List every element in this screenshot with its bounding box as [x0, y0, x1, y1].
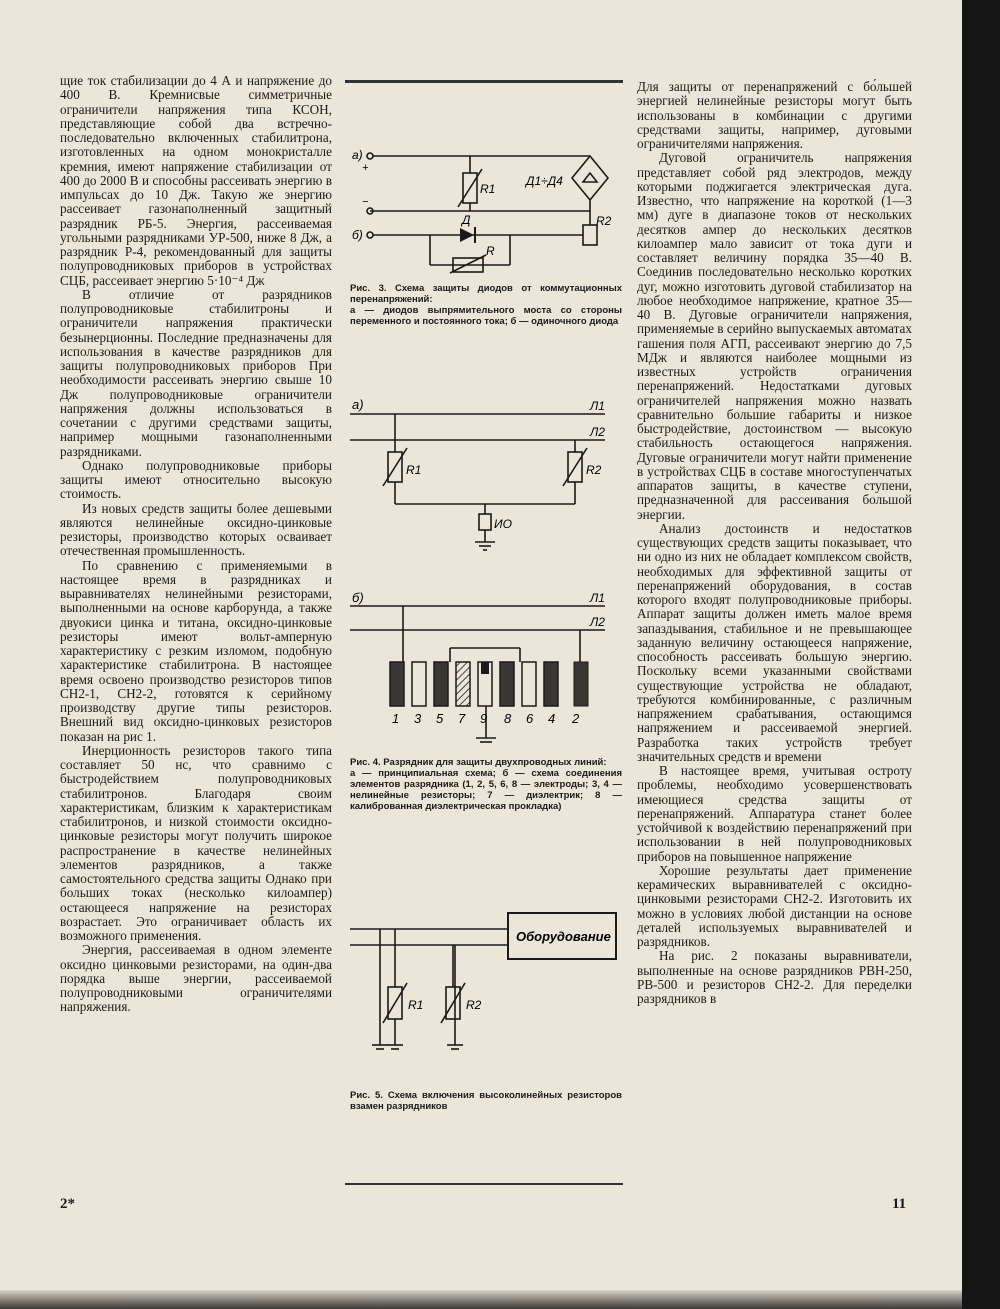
fig4a-l1-label: Л1: [590, 399, 605, 413]
fig4b-label: б): [352, 590, 364, 605]
figure-5-caption: Рис. 5. Схема включения высоколинейных резисторов взамен разрядников: [350, 1090, 622, 1112]
figure-4b-elements: [390, 662, 588, 706]
scan-edge-right: [962, 0, 1000, 1309]
figure-5-diagram: [350, 905, 622, 1070]
fig3-minus: −: [362, 196, 369, 208]
fig4b-number: 2: [572, 711, 580, 726]
paragraph: Энергия, рассеиваемая в одном элементе оксидно цинковыми резисторами, на один-два порядка выше энергии, рассеиваемой полупроводниковыми ограничителями напряжения.: [60, 942, 332, 1015]
fig3-r-label: R: [486, 244, 495, 258]
paragraph: Анализ достоинств и недостатков существующих средств защиты показывает, что ни одно из них не обладает комплексом свойств, необходимых для эффективной защиты от перенапряжений оборудования, в состав которого входят полупроводниковые приборы. Аппарат защиты должен иметь малое время запаздывания, стабильное и не превышающее заданную величину остающееся напряжение, способность рассеивать большую энергию. Поскольку всеми указанными свойствами существующие устройства не обладают, требуются комбинированные, с различным напряжением срабатывания, остающимся напряжением и рассеиваемой энергией. Разработка таких устройств требует значительных средств и времени: [637, 520, 912, 764]
fig4b-number: 8: [504, 711, 512, 726]
figure-4a-diagram: [350, 392, 622, 557]
figure-3-diagram: [350, 135, 622, 275]
fig4b-electrode: [434, 662, 448, 706]
paragraph: Из новых средств защиты более дешевыми являются нелинейные оксидно-цинковые резисторы, производство которых осваивает отечественная промышленность.: [60, 500, 332, 559]
paragraph: Для защиты от перенапряжений с бо́льшей энергией нелинейные резисторы могут быть использованы в комбинации с другими средствами защиты, например, дуговыми ограничителями напряжения.: [637, 79, 912, 151]
fig4a-r1-label: R1: [406, 463, 422, 477]
fig4b-spacer-mark: [481, 662, 489, 674]
fig5-r1-label: R1: [408, 998, 424, 1012]
fig5-equipment-label: Оборудование: [516, 929, 611, 944]
figure-3-caption-title: Рис. 3. Схема защиты диодов от коммутационных перенапряжений:: [350, 283, 622, 305]
fig3-r2-label: R2: [596, 214, 612, 228]
paragraph: щие ток стабилизации до 4 А и напряжение до 400 В. Кремнисвые симметричные ограничители напряжения типа КСОН, представляющие собой два встречно-последовательно включенных стабилитрона, изготовленных на одном монокристалле кремния, имеют напряжение стабилизации от 400 до 2000 В и способны рассеивать энергию в импульсах до 10 Дж. Такую же энергию рассеивает газонаполненный защитный разрядник РБ-5. Энергия, рассеиваемая угольными разрядниками УР-500, ниже 8 Дж, а разрядник Р-4, рекомендованный для защиты полупроводниковых приборов в устройствах СЦБ, рассеивает энергию 5·10⁻⁴ Дж: [60, 73, 332, 288]
figure-3-caption-body: а — диодов выпрямительного моста со стороны переменного и постоянного тока; б — одиночного диода: [350, 305, 622, 327]
fig3-r1-label: R1: [480, 182, 496, 196]
fig3-label-a: а): [352, 148, 363, 162]
fig4b-resistor: [412, 662, 426, 706]
paragraph: Однако полупроводниковые приборы защиты имеют относительно высокую стоимость.: [60, 457, 332, 502]
page-number: 11: [892, 1196, 907, 1212]
column-rule-top: [345, 80, 623, 83]
figure-4-caption-body: а — принципиальная схема; б — схема соединения элементов разрядника (1, 2, 5, 6, 8 — электроды; 3, 4 — нелинейные резисторы; 7 — диэлектрик; 8 — калиброванная диэлектрическая прокладка): [350, 768, 622, 812]
fig4b-l2-label: Л2: [590, 615, 605, 629]
fig4b-electrode: [574, 662, 588, 706]
paragraph: Инерционность резисторов такого типа составляет 50 нс, что сравнимо с быстродействием полупроводниковых стабилитронов. Благодаря своим характеристикам, близким к характеристикам стабилитронов, и низкой стоимости оксидно-цинковые резисторы могут получить широкое распространение в качестве нелинейных элементов разрядников, а также самостоятельного средства защиты Однако при больших токах (несколько килоампер) остающееся напряжение на резисторах возрастает. Это ограничивает область их возможного применения.: [60, 742, 332, 943]
fig4a-l2-label: Л2: [590, 425, 605, 439]
figure-3-caption: [350, 283, 622, 327]
fig4a-r2-label: R2: [586, 463, 602, 477]
fig4b-electrode: [390, 662, 404, 706]
fig3-label-b: б): [352, 228, 363, 242]
paragraph: На рис. 2 показаны выравниватели, выполненные на основе разрядников РВН-250, РВ-500 и резисторов СН2-2. Для переделки разрядников в: [637, 948, 912, 1006]
scan-edge-bottom: [0, 1290, 962, 1309]
fig4b-number: 6: [526, 711, 534, 726]
paragraph: В настоящее время, учитывая остроту проблемы, необходимо усовершенствовать имеющиеся средства защиты от перенапряжений. Аппаратура станет более устойчивой к воздействию перенапряжений при использовании в ней полупроводниковых приборов на повышенное напряжение: [637, 763, 912, 864]
fig4a-io-label: ИО: [494, 517, 512, 531]
figure-4b-diagram: [350, 588, 622, 753]
paragraph: Дуговой ограничитель напряжения представляет собой ряд электродов, между которыми поджигается электрическая дуга. Известно, что напряжение на короткой (1—3 мм) дуге в диапазоне токов от нескольких десятков ампер до нескольких десятков килоампер мало зависит от тока дуги и составляет величину порядка 35—40 В. Соединив последовательно несколько коротких дуг, можно изготовить дуговой стабилизатор на любое необходимое напряжение, кратное 35—40 В. Дуговые ограничители напряжения, применяемые в серийно выпускаемых автоматах гашения поля АГП, рассеивают энергию до 7,5 МДж и являются наиболее мощными из известных устройств ограничения перенапряжений. Недостатками дуговых ограничителей напряжения можно назвать сравнительно большие габариты и низкое быстродействие, достоинством — высокую стабильность остающегося напряжения. Дуговые ограничители могут найти применение в устройствах СЦБ в составе многоступенчатых аппаратов защиты, в качестве ступени, предназначенной для рассеивания большой энергии.: [637, 150, 912, 522]
fig4b-resistor: [522, 662, 536, 706]
figure-4b-element-numbers: [392, 711, 580, 726]
paragraph: В отличие от разрядников полупроводниковые стабилитроны и ограничители напряжения практически безынерционны. Последние предназначены для использования в качестве разрядников для защиты полупроводниковых приборов При необходимости рассеивать энергию свыше 10 Дж полупроводниковые ограничители напряжения должны использоваться в сочетании с другими средствами защиты, например мощными газонаполненными разрядниками.: [60, 286, 332, 459]
paragraph: По сравнению с применяемыми в настоящее время в разрядниках и выравнивателях нелинейными резисторами, выполненными на основе карборунда, а также двуокиси цинка и титана, оксидно-цинковые резисторы имеют вольт-амперную характеристику с резким изломом, подобную характеристике стабилитрона. В настоящее время освоено производство резисторов типов СН2-1, СН2-2, готовятся к серийному производству другие типы резисторов. Внешний вид оксидно-цинковых резисторов показан на рис 1.: [60, 557, 332, 744]
fig4a-label: а): [352, 397, 364, 412]
fig5-r2-label: R2: [466, 998, 482, 1012]
paragraph: Хорошие результаты дает применение керамических выравнивателей с оксидно-цинковыми резисторами СН2-2. Изготовить их можно в условиях любой дистанции на основе деталей используемых выравнивателей и разрядников.: [637, 862, 912, 949]
figure-4-caption-title: Рис. 4. Разрядник для защиты двухпроводных линий:: [350, 757, 607, 768]
right-text-column: [637, 80, 912, 1006]
fig3-plus: +: [362, 162, 369, 174]
fig3-diode-label: Д: [462, 213, 471, 227]
signature-mark: 2*: [60, 1196, 75, 1212]
fig4b-number: 1: [392, 711, 400, 726]
column-rule-bottom: [345, 1183, 623, 1185]
fig4b-number: 3: [414, 711, 422, 726]
fig4b-electrode: [500, 662, 514, 706]
figure-4-caption: [350, 757, 622, 812]
fig4b-electrode: [544, 662, 558, 706]
fig4b-number: 5: [436, 711, 444, 726]
left-text-column: [60, 74, 332, 1015]
fig4b-number: 7: [458, 711, 466, 726]
fig4b-l1-label: Л1: [590, 591, 605, 605]
fig4b-number: 4: [548, 711, 556, 726]
fig4b-dielectric: [456, 662, 470, 706]
fig4b-number: 9: [480, 711, 488, 726]
fig3-bridge-label: Д1÷Д4: [526, 174, 563, 188]
